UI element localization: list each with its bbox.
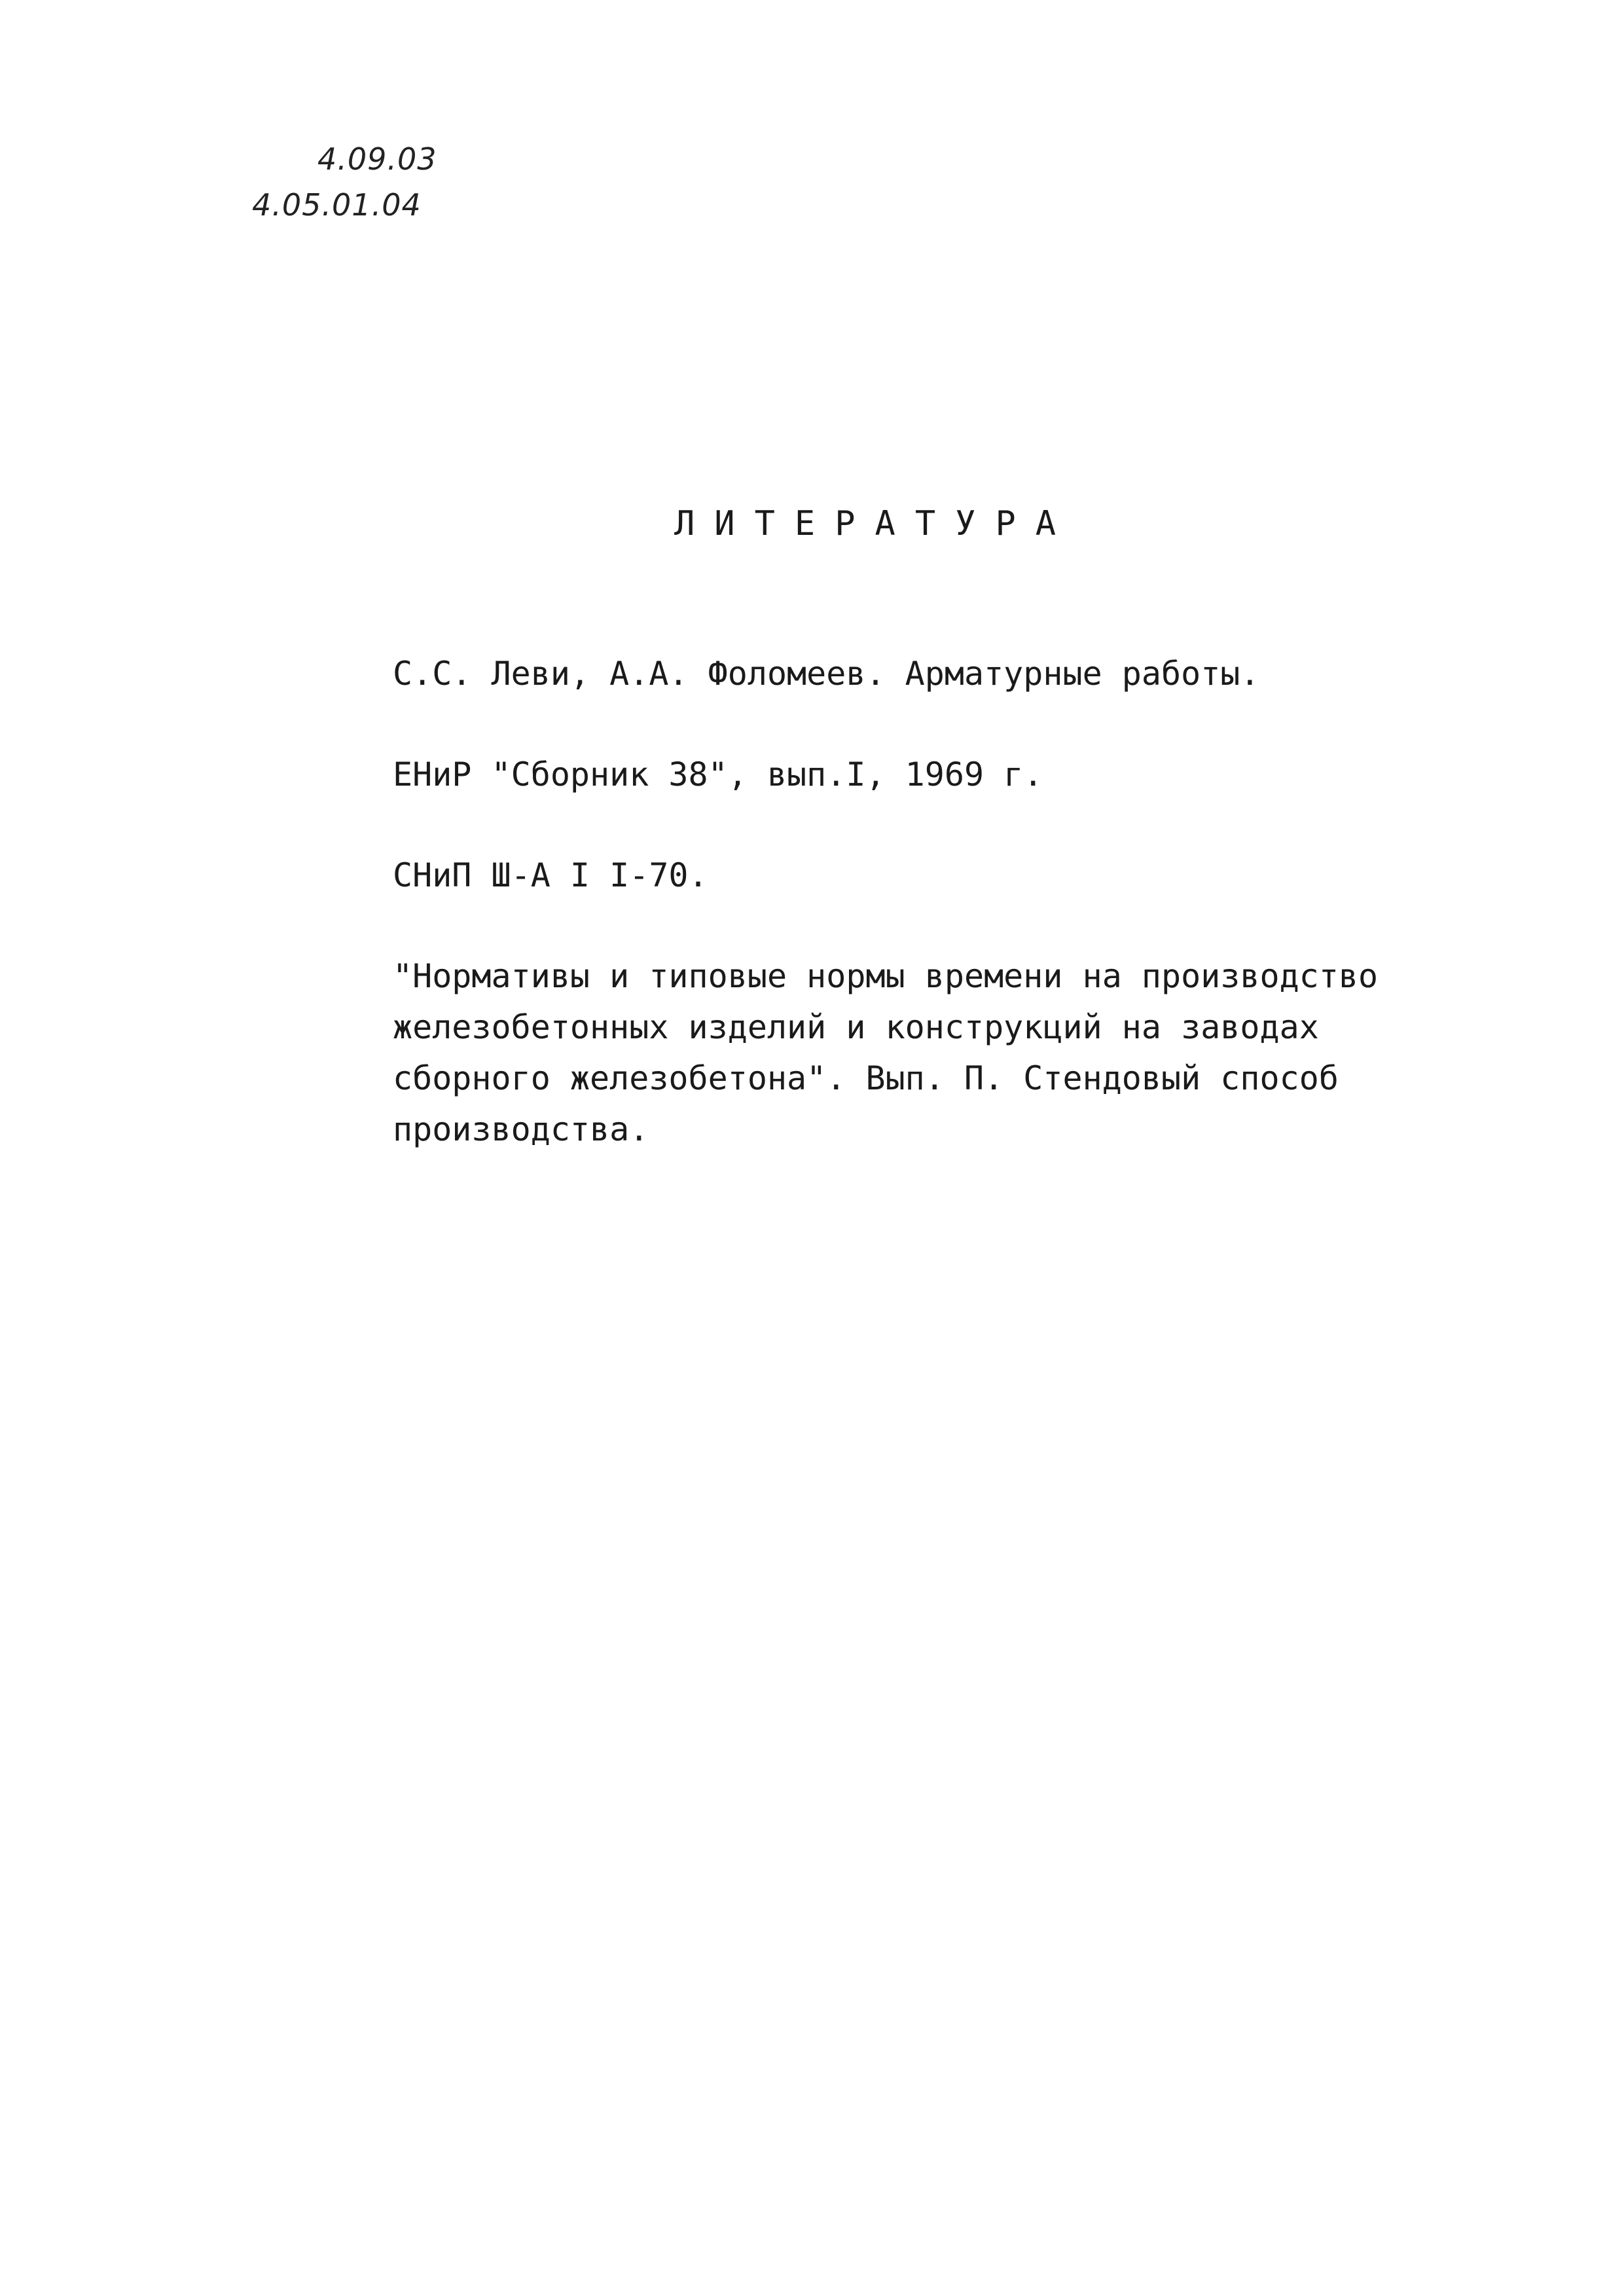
handwritten-code: 4.09.03 xyxy=(317,141,437,177)
reference-item: ЕНиР "Сборник 38", вып.I, 1969 г. xyxy=(393,756,1043,793)
reference-item: СНиП Ш-А I I-70. xyxy=(393,856,708,894)
handwritten-code: 4.05.01.04 xyxy=(252,187,422,223)
reference-item: С.С. Леви, А.А. Фоломеев. Арматурные работы. xyxy=(393,655,1260,693)
page-title: ЛИТЕРАТУРА xyxy=(674,504,1076,543)
reference-list xyxy=(393,648,1466,1205)
reference-item: "Нормативы и типовые нормы времени на производство железобетонных изделий и конструкций на заводах сборного железобетона". Вып. П. Стендовый способ производства. xyxy=(393,957,1379,1148)
